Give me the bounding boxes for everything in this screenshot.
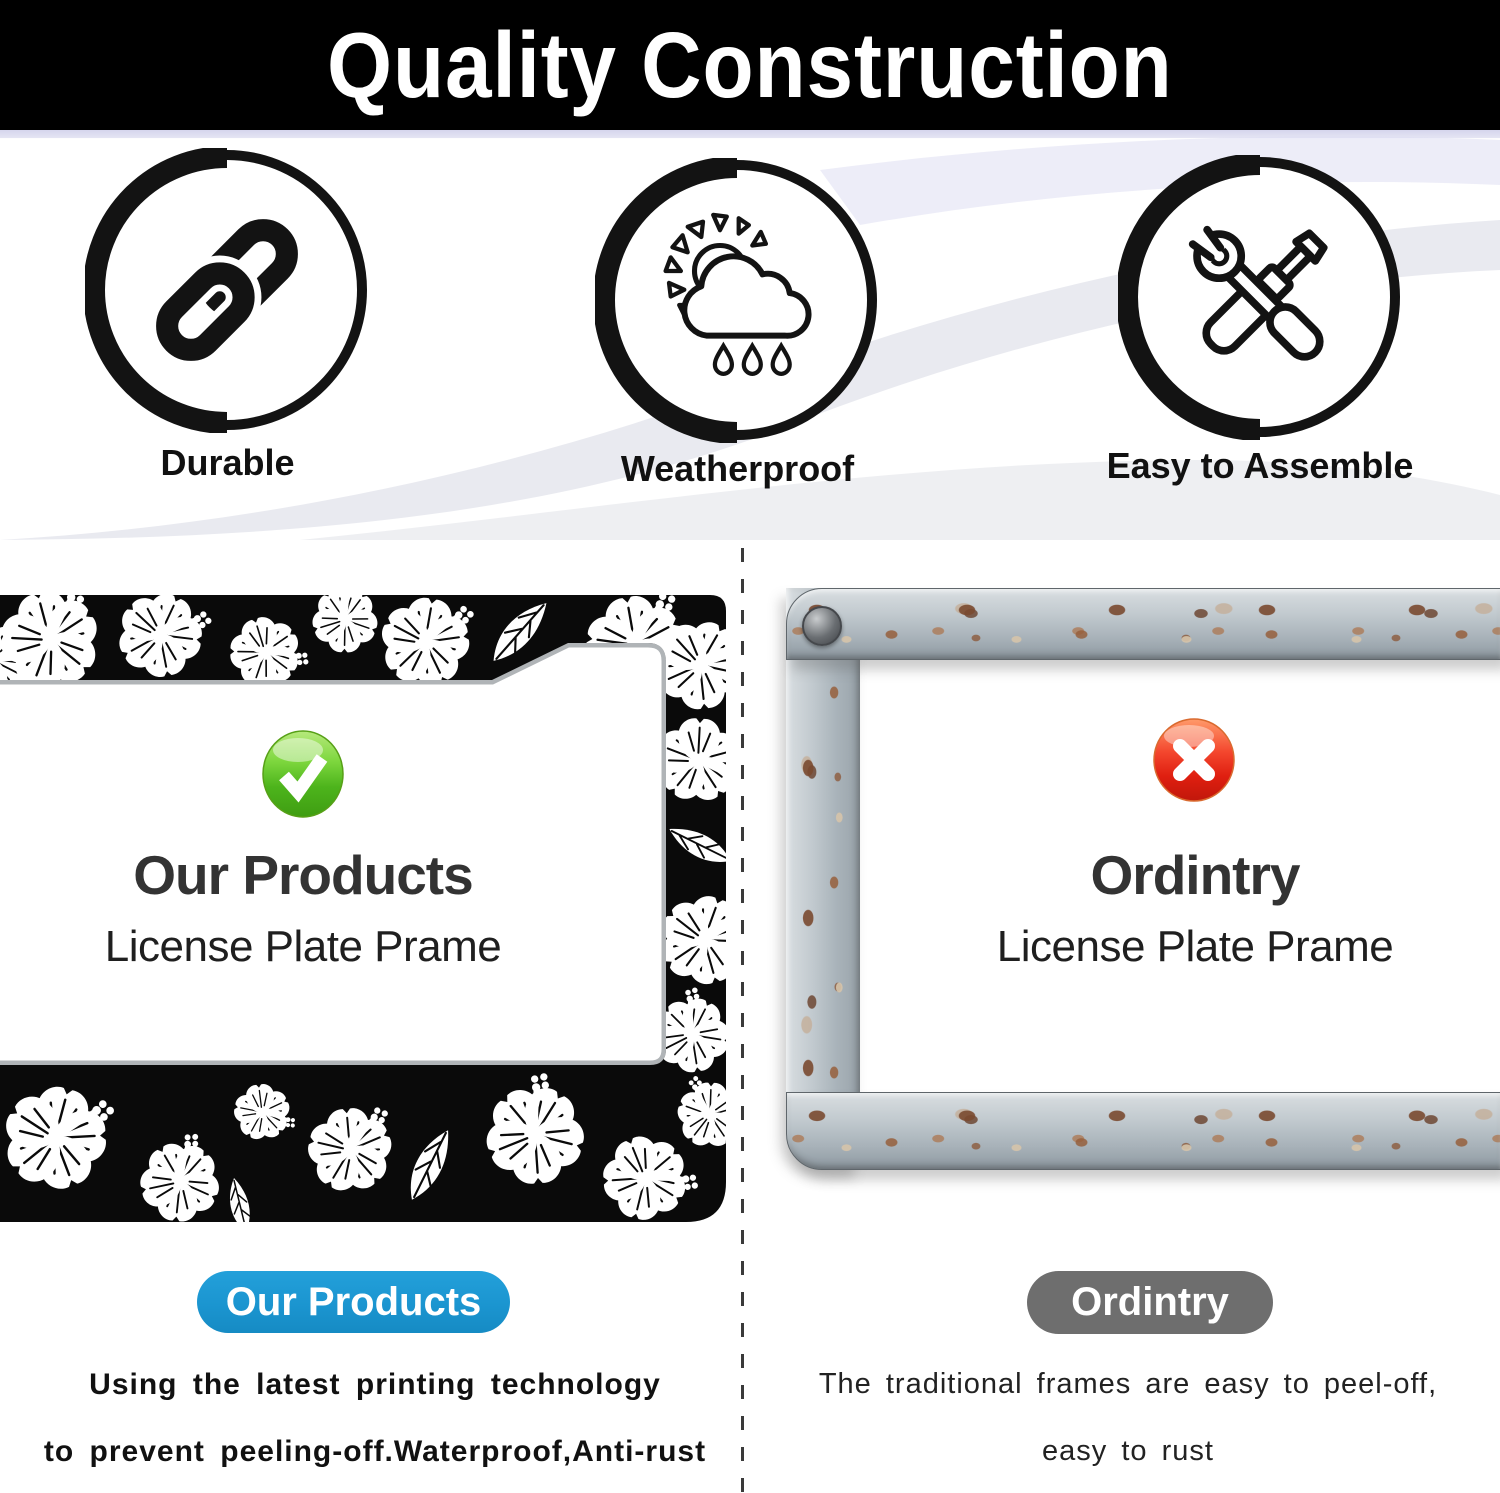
rusty-frame-bottom-bar bbox=[786, 1092, 1500, 1170]
rusty-frame-left-bar bbox=[786, 588, 860, 1168]
ordinary-subtitle: License Plate Prame bbox=[996, 922, 1394, 971]
sun-cloud-rain-icon bbox=[595, 158, 880, 443]
rusty-frame-top-bar bbox=[786, 588, 1500, 660]
screwdriver-wrench-icon bbox=[1118, 155, 1403, 440]
banner bbox=[0, 0, 1500, 130]
chain-link-icon bbox=[85, 148, 370, 433]
ours-subtitle: License Plate Prame bbox=[104, 922, 502, 971]
feature-label-weatherproof: Weatherproof bbox=[620, 448, 855, 489]
ours-description-line2: to prevent peeling-off.Waterproof,Anti-rust bbox=[43, 1435, 707, 1468]
ordinary-pill-badge bbox=[1027, 1271, 1273, 1334]
check-icon bbox=[262, 730, 344, 818]
ours-title: Our Products bbox=[133, 844, 473, 906]
ordinary-title: Ordintry bbox=[1090, 844, 1300, 906]
hibiscus-frame-image bbox=[0, 590, 750, 1230]
ordinary-description-line2: easy to rust bbox=[1042, 1435, 1214, 1467]
ours-pill-label: Our Products bbox=[225, 1279, 482, 1324]
feature-label-durable: Durable bbox=[160, 442, 295, 483]
cross-icon bbox=[1153, 718, 1235, 802]
ordinary-description-line1: The traditional frames are easy to peel-off, bbox=[818, 1368, 1438, 1400]
ours-description-line1: Using the latest printing technology bbox=[89, 1368, 661, 1401]
feature-label-easy-to-assemble: Easy to Assemble bbox=[1106, 445, 1414, 486]
banner-title: Quality Construction bbox=[327, 12, 1173, 117]
ordinary-pill-label: Ordintry bbox=[1071, 1280, 1229, 1324]
screw-hole bbox=[802, 606, 842, 646]
ours-pill-badge bbox=[197, 1271, 510, 1333]
